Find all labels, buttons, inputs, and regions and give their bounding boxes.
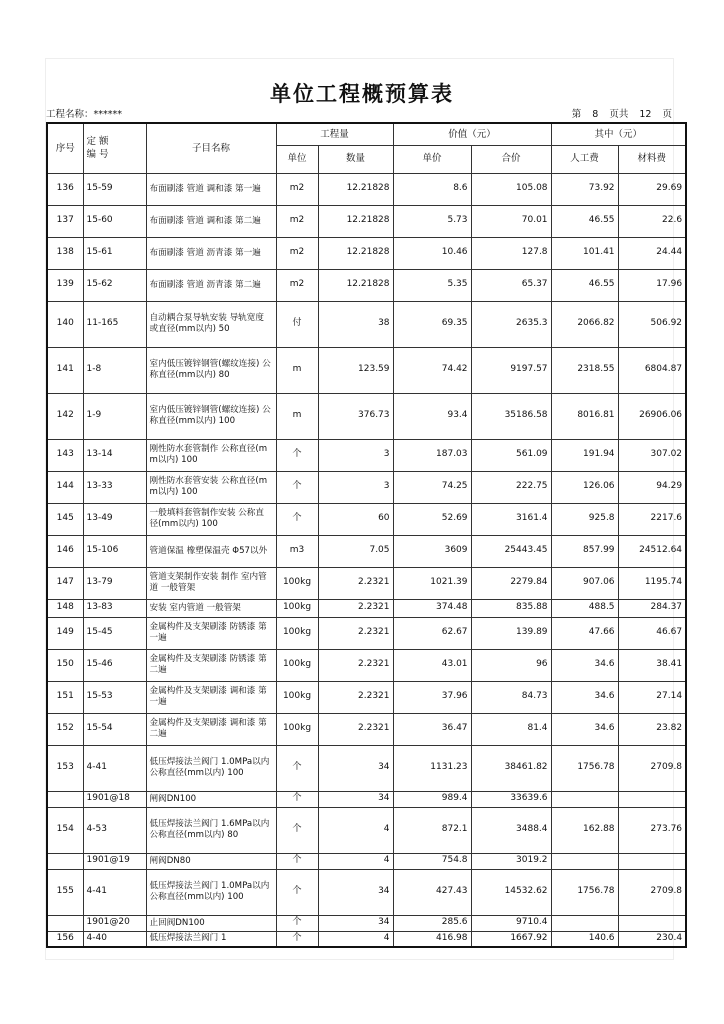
cell-labor: 2318.55 (551, 347, 618, 393)
cell-qty: 2.2321 (318, 713, 393, 745)
cell-code: 4-41 (83, 869, 146, 915)
cell-seq: 152 (47, 713, 83, 745)
cell-code: 15-62 (83, 269, 146, 301)
cell-unit: m3 (276, 535, 318, 567)
cell-labor: 73.92 (551, 173, 618, 205)
cell-name: 布面刷漆 管道 沥青漆 第一遍 (146, 237, 276, 269)
cell-labor: 191.94 (551, 439, 618, 471)
cell-material: 27.14 (618, 681, 686, 713)
cell-unit-price: 187.03 (393, 439, 471, 471)
cell-material: 46.67 (618, 617, 686, 649)
cell-labor: 46.55 (551, 205, 618, 237)
cell-material: 2709.8 (618, 869, 686, 915)
cell-unit-price: 754.8 (393, 853, 471, 869)
cell-code: 1901@18 (83, 791, 146, 807)
header-qty: 数量 (318, 145, 393, 173)
cell-unit-price: 427.43 (393, 869, 471, 915)
cell-seq: 147 (47, 567, 83, 599)
header-of-which-group: 其中（元） (551, 123, 686, 145)
cell-material: 284.37 (618, 599, 686, 617)
cell-labor: 34.6 (551, 713, 618, 745)
total-pages: 12 (639, 109, 652, 120)
cell-seq: 139 (47, 269, 83, 301)
cell-code: 15-54 (83, 713, 146, 745)
table-row (47, 713, 686, 745)
cell-unit-price: 989.4 (393, 791, 471, 807)
cell-name: 金属构件及支架刷漆 防锈漆 第二遍 (146, 649, 276, 681)
cell-name: 闸阀DN80 (146, 853, 276, 869)
header-material: 材料费 (618, 145, 686, 173)
cell-material: 506.92 (618, 301, 686, 347)
cell-material: 2217.6 (618, 503, 686, 535)
cell-unit-price: 872.1 (393, 807, 471, 853)
cell-material: 230.4 (618, 931, 686, 947)
cell-labor: 46.55 (551, 269, 618, 301)
cell-qty: 2.2321 (318, 567, 393, 599)
cell-code: 1901@20 (83, 915, 146, 931)
cell-code: 1-9 (83, 393, 146, 439)
table-row (47, 439, 686, 471)
cell-material: 23.82 (618, 713, 686, 745)
cell-qty: 376.73 (318, 393, 393, 439)
cell-material: 94.29 (618, 471, 686, 503)
cell-seq: 153 (47, 745, 83, 791)
cell-qty: 34 (318, 791, 393, 807)
cell-labor (551, 853, 618, 869)
cell-material (618, 915, 686, 931)
cell-name: 布面刷漆 管道 调和漆 第一遍 (146, 173, 276, 205)
header-code: 定 额 编 号 (83, 123, 146, 173)
cell-code: 15-106 (83, 535, 146, 567)
cell-seq: 137 (47, 205, 83, 237)
cell-labor: 34.6 (551, 681, 618, 713)
cell-unit: m2 (276, 205, 318, 237)
cell-qty: 123.59 (318, 347, 393, 393)
cell-labor: 101.41 (551, 237, 618, 269)
table-row (47, 853, 686, 869)
cell-material: 17.96 (618, 269, 686, 301)
cell-code: 13-33 (83, 471, 146, 503)
header-name: 子目名称 (146, 123, 276, 173)
cell-seq: 140 (47, 301, 83, 347)
cell-total: 139.89 (471, 617, 551, 649)
table-row (47, 599, 686, 617)
cell-qty: 4 (318, 807, 393, 853)
table-row (47, 567, 686, 599)
cell-code: 11-165 (83, 301, 146, 347)
cell-code: 15-60 (83, 205, 146, 237)
cell-name: 闸阀DN100 (146, 791, 276, 807)
cell-total: 3161.4 (471, 503, 551, 535)
cell-qty: 3 (318, 439, 393, 471)
cell-total: 3019.2 (471, 853, 551, 869)
cell-unit: 100kg (276, 713, 318, 745)
cell-name: 布面刷漆 管道 调和漆 第二遍 (146, 205, 276, 237)
cell-labor: 925.8 (551, 503, 618, 535)
project-name: 工程名称：****** (46, 109, 123, 120)
cell-qty: 38 (318, 301, 393, 347)
cell-material: 24512.64 (618, 535, 686, 567)
table-row (47, 649, 686, 681)
cell-name: 自动耦合泵导轨安装 导轨宽度或直径(mm以内) 50 (146, 301, 276, 347)
page-suffix: 页 (662, 109, 672, 120)
cell-unit-price: 10.46 (393, 237, 471, 269)
cell-unit: 个 (276, 931, 318, 947)
cell-unit: 100kg (276, 617, 318, 649)
cell-code: 15-53 (83, 681, 146, 713)
cell-material: 26906.06 (618, 393, 686, 439)
cell-labor: 34.6 (551, 649, 618, 681)
cell-code: 1-8 (83, 347, 146, 393)
cell-unit: 100kg (276, 567, 318, 599)
cell-code: 4-41 (83, 745, 146, 791)
header-unit: 单位 (276, 145, 318, 173)
cell-seq: 141 (47, 347, 83, 393)
cell-unit: 个 (276, 869, 318, 915)
table-row (47, 347, 686, 393)
cell-unit: m2 (276, 237, 318, 269)
table-row (47, 745, 686, 791)
cell-seq (47, 915, 83, 931)
cell-seq: 156 (47, 931, 83, 947)
cell-unit: 付 (276, 301, 318, 347)
cell-seq: 155 (47, 869, 83, 915)
cell-code: 15-45 (83, 617, 146, 649)
cell-qty: 2.2321 (318, 681, 393, 713)
cell-seq: 150 (47, 649, 83, 681)
table-row (47, 173, 686, 205)
cell-material: 38.41 (618, 649, 686, 681)
cell-seq: 144 (47, 471, 83, 503)
cell-name: 室内低压镀锌钢管(螺纹连接) 公称直径(mm以内) 80 (146, 347, 276, 393)
cell-name: 低压焊接法兰阀门 1 (146, 931, 276, 947)
cell-unit-price: 1131.23 (393, 745, 471, 791)
cell-unit-price: 69.35 (393, 301, 471, 347)
cell-total: 222.75 (471, 471, 551, 503)
cell-labor: 1756.78 (551, 745, 618, 791)
cell-material: 29.69 (618, 173, 686, 205)
cell-unit-price: 74.25 (393, 471, 471, 503)
cell-unit-price: 374.48 (393, 599, 471, 617)
cell-code: 4-53 (83, 807, 146, 853)
cell-total: 9710.4 (471, 915, 551, 931)
cell-unit: 100kg (276, 681, 318, 713)
table-row (47, 205, 686, 237)
table-row (47, 617, 686, 649)
cell-labor: 907.06 (551, 567, 618, 599)
cell-name: 刚性防水套管制作 公称直径(mm以内) 100 (146, 439, 276, 471)
cell-unit-price: 1021.39 (393, 567, 471, 599)
cell-total: 835.88 (471, 599, 551, 617)
table-row (47, 237, 686, 269)
table-row (47, 807, 686, 853)
cell-labor: 47.66 (551, 617, 618, 649)
cell-qty: 12.21828 (318, 173, 393, 205)
cell-unit: m2 (276, 173, 318, 205)
cell-total: 127.8 (471, 237, 551, 269)
cell-name: 金属构件及支架刷漆 调和漆 第一遍 (146, 681, 276, 713)
cell-total: 70.01 (471, 205, 551, 237)
cell-name: 刚性防水套管安装 公称直径(mm以内) 100 (146, 471, 276, 503)
cell-unit-price: 43.01 (393, 649, 471, 681)
table-row (47, 931, 686, 947)
cell-code: 13-79 (83, 567, 146, 599)
cell-name: 金属构件及支架刷漆 调和漆 第二遍 (146, 713, 276, 745)
cell-seq (47, 853, 83, 869)
cell-total: 84.73 (471, 681, 551, 713)
cell-total: 9197.57 (471, 347, 551, 393)
total-prefix: 页共 (609, 109, 629, 120)
cell-unit: 个 (276, 853, 318, 869)
cell-material: 6804.87 (618, 347, 686, 393)
cell-unit-price: 5.73 (393, 205, 471, 237)
table-row (47, 503, 686, 535)
cell-unit-price: 285.6 (393, 915, 471, 931)
page-info (564, 106, 672, 120)
cell-code: 15-61 (83, 237, 146, 269)
cell-material: 2709.8 (618, 745, 686, 791)
page-number: 8 (592, 109, 599, 120)
table-row (47, 915, 686, 931)
cell-name: 止回阀DN100 (146, 915, 276, 931)
cell-seq: 143 (47, 439, 83, 471)
header-seq: 序号 (47, 123, 83, 173)
cell-seq: 145 (47, 503, 83, 535)
header-labor: 人工费 (551, 145, 618, 173)
cell-unit: 个 (276, 791, 318, 807)
cell-unit-price: 8.6 (393, 173, 471, 205)
cell-qty: 4 (318, 931, 393, 947)
cell-qty: 3 (318, 471, 393, 503)
cell-unit-price: 93.4 (393, 393, 471, 439)
cell-unit: 个 (276, 503, 318, 535)
cell-unit: 个 (276, 915, 318, 931)
cell-total: 2279.84 (471, 567, 551, 599)
table-body (47, 173, 686, 947)
cell-total: 1667.92 (471, 931, 551, 947)
cell-name: 管道保温 橡塑保温壳 Φ57以外 (146, 535, 276, 567)
cell-total: 96 (471, 649, 551, 681)
cell-unit: 个 (276, 439, 318, 471)
cell-total: 35186.58 (471, 393, 551, 439)
cell-material: 22.6 (618, 205, 686, 237)
cell-qty: 2.2321 (318, 599, 393, 617)
header-quantity-group: 工程量 (276, 123, 393, 145)
cell-seq (47, 791, 83, 807)
cell-total: 65.37 (471, 269, 551, 301)
cell-name: 室内低压镀锌钢管(螺纹连接) 公称直径(mm以内) 100 (146, 393, 276, 439)
cell-name: 金属构件及支架刷漆 防锈漆 第一遍 (146, 617, 276, 649)
cell-unit: 100kg (276, 649, 318, 681)
page-prefix: 第 (571, 109, 582, 120)
cell-total: 3488.4 (471, 807, 551, 853)
cell-labor: 8016.81 (551, 393, 618, 439)
cell-qty: 2.2321 (318, 649, 393, 681)
table-row (47, 471, 686, 503)
cell-material (618, 853, 686, 869)
cell-code: 13-49 (83, 503, 146, 535)
cell-code: 15-46 (83, 649, 146, 681)
cell-unit: m (276, 393, 318, 439)
cell-qty: 2.2321 (318, 617, 393, 649)
cell-qty: 60 (318, 503, 393, 535)
cell-unit: 100kg (276, 599, 318, 617)
cell-qty: 7.05 (318, 535, 393, 567)
table-row (47, 301, 686, 347)
cell-labor: 2066.82 (551, 301, 618, 347)
cell-seq: 149 (47, 617, 83, 649)
table-row (47, 535, 686, 567)
cell-labor: 1756.78 (551, 869, 618, 915)
cell-unit-price: 62.67 (393, 617, 471, 649)
cell-total: 105.08 (471, 173, 551, 205)
cell-total: 81.4 (471, 713, 551, 745)
table-row (47, 393, 686, 439)
cell-code: 13-83 (83, 599, 146, 617)
cell-material: 1195.74 (618, 567, 686, 599)
cell-code: 13-14 (83, 439, 146, 471)
cell-seq: 151 (47, 681, 83, 713)
cell-unit-price: 5.35 (393, 269, 471, 301)
header-unit-price: 单价 (393, 145, 471, 173)
table-row (47, 269, 686, 301)
header-total: 合价 (471, 145, 551, 173)
cell-name: 低压焊接法兰阀门 1.0MPa以内 公称直径(mm以内) 100 (146, 745, 276, 791)
cell-unit-price: 36.47 (393, 713, 471, 745)
cell-unit-price: 37.96 (393, 681, 471, 713)
page-title: 单位工程概预算表 (270, 82, 454, 106)
cell-labor: 126.06 (551, 471, 618, 503)
cell-material: 273.76 (618, 807, 686, 853)
cell-qty: 4 (318, 853, 393, 869)
cell-name: 布面刷漆 管道 沥青漆 第二遍 (146, 269, 276, 301)
table-row (47, 791, 686, 807)
cell-name: 低压焊接法兰阀门 1.0MPa以内 公称直径(mm以内) 100 (146, 869, 276, 915)
cell-name: 安装 室内管道 一般管架 (146, 599, 276, 617)
cell-code: 4-40 (83, 931, 146, 947)
cell-seq: 136 (47, 173, 83, 205)
cell-qty: 34 (318, 745, 393, 791)
cell-code: 15-59 (83, 173, 146, 205)
cell-seq: 154 (47, 807, 83, 853)
cell-labor: 857.99 (551, 535, 618, 567)
cell-labor: 162.88 (551, 807, 618, 853)
cell-labor: 488.5 (551, 599, 618, 617)
cell-qty: 12.21828 (318, 237, 393, 269)
cell-qty: 34 (318, 915, 393, 931)
cell-unit-price: 3609 (393, 535, 471, 567)
cell-unit: m (276, 347, 318, 393)
cell-labor: 140.6 (551, 931, 618, 947)
cell-seq: 146 (47, 535, 83, 567)
cell-unit-price: 416.98 (393, 931, 471, 947)
cell-total: 38461.82 (471, 745, 551, 791)
cell-qty: 34 (318, 869, 393, 915)
cell-name: 低压焊接法兰阀门 1.6MPa以内 公称直径(mm以内) 80 (146, 807, 276, 853)
cell-unit: 个 (276, 471, 318, 503)
cell-labor (551, 915, 618, 931)
cell-unit-price: 74.42 (393, 347, 471, 393)
cell-seq: 142 (47, 393, 83, 439)
cell-unit: 个 (276, 745, 318, 791)
table-row (47, 681, 686, 713)
header-price-group: 价值（元） (393, 123, 551, 145)
cell-unit: 个 (276, 807, 318, 853)
cell-qty: 12.21828 (318, 269, 393, 301)
cell-total: 25443.45 (471, 535, 551, 567)
cell-code: 1901@19 (83, 853, 146, 869)
cell-unit: m2 (276, 269, 318, 301)
cell-total: 561.09 (471, 439, 551, 471)
cell-total: 33639.6 (471, 791, 551, 807)
cell-material: 307.02 (618, 439, 686, 471)
estimate-table (46, 122, 687, 948)
table-row (47, 869, 686, 915)
cell-seq: 138 (47, 237, 83, 269)
cell-total: 2635.3 (471, 301, 551, 347)
cell-name: 一般填料套管制作安装 公称直径(mm以内) 100 (146, 503, 276, 535)
cell-unit-price: 52.69 (393, 503, 471, 535)
cell-seq: 148 (47, 599, 83, 617)
cell-name: 管道支架制作安装 制作 室内管道 一般管架 (146, 567, 276, 599)
cell-material (618, 791, 686, 807)
cell-material: 24.44 (618, 237, 686, 269)
cell-total: 14532.62 (471, 869, 551, 915)
cell-labor (551, 791, 618, 807)
cell-qty: 12.21828 (318, 205, 393, 237)
